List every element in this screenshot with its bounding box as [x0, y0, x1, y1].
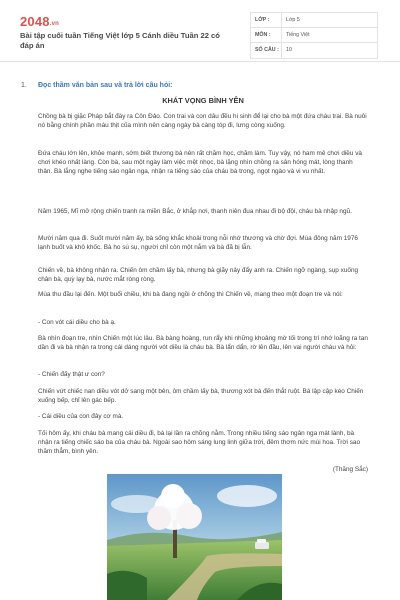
- meta-value: Lớp 5: [286, 17, 300, 23]
- story-paragraph: Mười năm qua đi. Suốt mười năm ấy, bà sống khắc khoải trong nỗi nhớ thương và chờ đợi. Mùa đông năm 1976 lạnh buốt và khô khốc. Bà ho sù sụ, người chỉ còn một nắm và bà đã bị lẫn.: [38, 235, 358, 251]
- story-paragraph: Chiến vứt chiếc nan diều vót dở sang một bên, ôm chầm lấy bà, thương xót bà đến thắt ruột. Bà lập cập kéo Chiến xuống bếp, chỉ lên gác bếp.: [38, 388, 364, 404]
- story-author: (Thăng Sắc): [332, 466, 368, 473]
- meta-key: MÔN :: [251, 28, 282, 42]
- question-number: 1.: [21, 82, 27, 89]
- story-dialogue: - Chiến đấy thật ư con?: [38, 371, 105, 378]
- meta-key: LỚP :: [251, 13, 282, 27]
- site-logo[interactable]: [20, 14, 59, 29]
- story-paragraph: Chiến về, bà không nhận ra. Chiến ôm chầm lấy bà, nhưng bà giãy nảy đẩy anh ra. Chiến ngỡ ngàng, sụp xuống chân bà, quỳ lạy bà, nước mắt ròng ròng.: [38, 267, 359, 283]
- meta-value: 10: [286, 47, 292, 53]
- story-dialogue: - Con vót cái diều cho bà ạ.: [38, 319, 116, 326]
- story-paragraph: Năm 1965, Mĩ mở rộng chiến tranh ra miền Bắc, ở khắp nơi, thanh niên đua nhau đi bộ đội, cháu bà nhập ngũ.: [38, 208, 352, 215]
- story-title: KHÁT VỌNG BÌNH YÊN: [162, 96, 244, 105]
- story-illustration: [107, 474, 282, 600]
- story-paragraph: Mùa thu đầu lại đến. Một buổi chiều, khi bà đang ngồi ở chõng thì Chiến về, mang theo một đoạn tre và nói:: [38, 291, 343, 298]
- document-title: Bài tập cuối tuần Tiếng Việt lớp 5 Cánh diều Tuần 22 có đáp án: [20, 31, 220, 50]
- document-header: [0, 0, 400, 62]
- meta-row-grade: [251, 13, 377, 28]
- question-prompt: Đọc thầm văn bản sau và trả lời câu hỏi:: [38, 82, 173, 89]
- meta-key: SỐ CÂU :: [251, 43, 282, 58]
- meta-table: [250, 12, 378, 59]
- logo-text: 2048: [20, 14, 50, 29]
- story-paragraph: Bà nhìn đoạn tre, nhìn Chiến một lúc lâu. Bà bàng hoàng, run rẩy khi những khoảng mờ tối trong trí nhớ loãng ra tan dần đi và bà nhận ra trong cái dáng người vót diều là cháu bà. Bà lẩn dẩn, rờ lên đầu, lên vai người cháu và hỏi:: [38, 335, 368, 351]
- logo-suffix: .vn: [49, 21, 60, 27]
- story-dialogue: - Cái diều của con đây cơ mà.: [38, 413, 124, 420]
- meta-value: Tiếng Việt: [286, 32, 310, 38]
- meta-row-subject: [251, 28, 377, 43]
- meta-row-count: [251, 43, 377, 58]
- story-paragraph: Tối hôm ấy, khi cháu bà mang cái diều đi, bà lại lần ra chõng nằm. Trong nhiều tiếng sáo ngân nga mát lành, bà nhận ra tiếng chiếc sáo ba của cháu bà. Ngoài sao hôm sáng lung linh giữa trời, đêm thơm nức mùi hoa. Trời sao thăm thẳm, bình yên.: [38, 430, 361, 455]
- story-paragraph: Đứa cháu lớn lên, khỏe mạnh, sớm biết thương bà nên rất chăm học, chăm làm. Tuy vậy, nó ham mê chơi diều và chơi khéo nhất làng. Còn bà, sau một ngày làm việc mệt nhọc, bà lặng nhìn chồng ra sân hóng mát, lòng thanh thản. Bà lắng nghe tiếng sáo ngân nga, nhận ra tiếng sáo của cháu bà trong, ngọt ngào và vi vu nhất.: [38, 150, 362, 175]
- landscape-illustration: [107, 474, 282, 600]
- story-paragraph: Chồng bà bị giặc Pháp bắt đày ra Côn Đảo. Con trai và con dâu đều hi sinh để lại cho bà một đứa cháu trai. Bà nuôi nó bằng chính phần máu thịt của mình nên càng ngày bà càng tóp đi, lưng còng xuống.: [38, 113, 367, 129]
